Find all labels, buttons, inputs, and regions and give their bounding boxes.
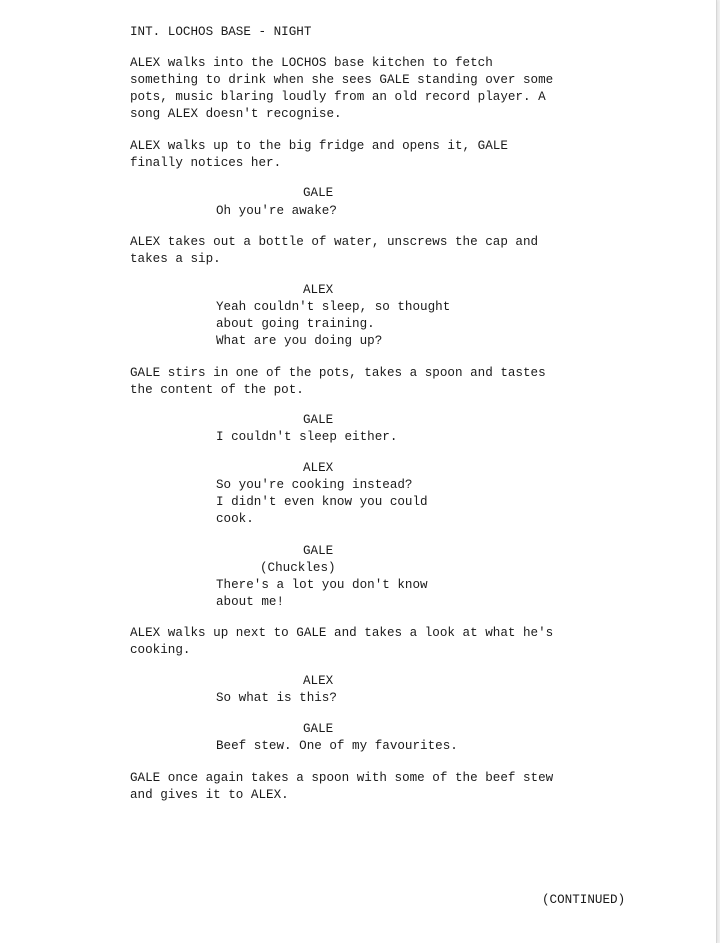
action-line: finally notices her. [130,156,282,170]
character-name: ALEX [303,461,334,475]
action-line: ALEX walks up to the big fridge and opens it, GALE [130,139,508,153]
action-line: pots, music blaring loudly from an old record player. A [130,90,546,104]
scene-heading: INT. LOCHOS BASE - NIGHT [130,25,312,39]
action-line: ALEX takes out a bottle of water, unscrews the cap and [130,235,539,249]
character-name: ALEX [303,674,334,688]
action-line: GALE stirs in one of the pots, takes a spoon and tastes [130,366,546,380]
dialogue-line: What are you doing up? [216,334,383,348]
dialogue-line: So what is this? [216,691,337,705]
dialogue-line: I couldn't sleep either. [216,430,398,444]
action-line: GALE once again takes a spoon with some of the beef stew [130,771,554,785]
dialogue-line: Yeah couldn't sleep, so thought [216,300,451,314]
dialogue-line: Oh you're awake? [216,204,337,218]
action-line: the content of the pot. [130,383,304,397]
action-line: cooking. [130,643,191,657]
character-name: GALE [303,186,334,200]
dialogue-line: There's a lot you don't know [216,578,428,592]
action-line: song ALEX doesn't recognise. [130,107,342,121]
dialogue-line: about me! [216,595,285,609]
continued-marker: (CONTINUED) [542,893,626,907]
action-line: ALEX walks into the LOCHOS base kitchen to fetch [130,56,493,70]
dialogue-line: Beef stew. One of my favourites. [216,739,458,753]
dialogue-line: cook. [216,512,254,526]
action-line: something to drink when she sees GALE standing over some [130,73,554,87]
action-line: and gives it to ALEX. [130,788,289,802]
character-name: ALEX [303,283,334,297]
action-line: takes a sip. [130,252,221,266]
dialogue-line: about going training. [216,317,375,331]
character-name: GALE [303,722,334,736]
dialogue-line: I didn't even know you could [216,495,428,509]
action-line: ALEX walks up next to GALE and takes a look at what he's [130,626,554,640]
dialogue-line: So you're cooking instead? [216,478,413,492]
character-name: GALE [303,544,334,558]
parenthetical: (Chuckles) [260,561,336,575]
character-name: GALE [303,413,334,427]
